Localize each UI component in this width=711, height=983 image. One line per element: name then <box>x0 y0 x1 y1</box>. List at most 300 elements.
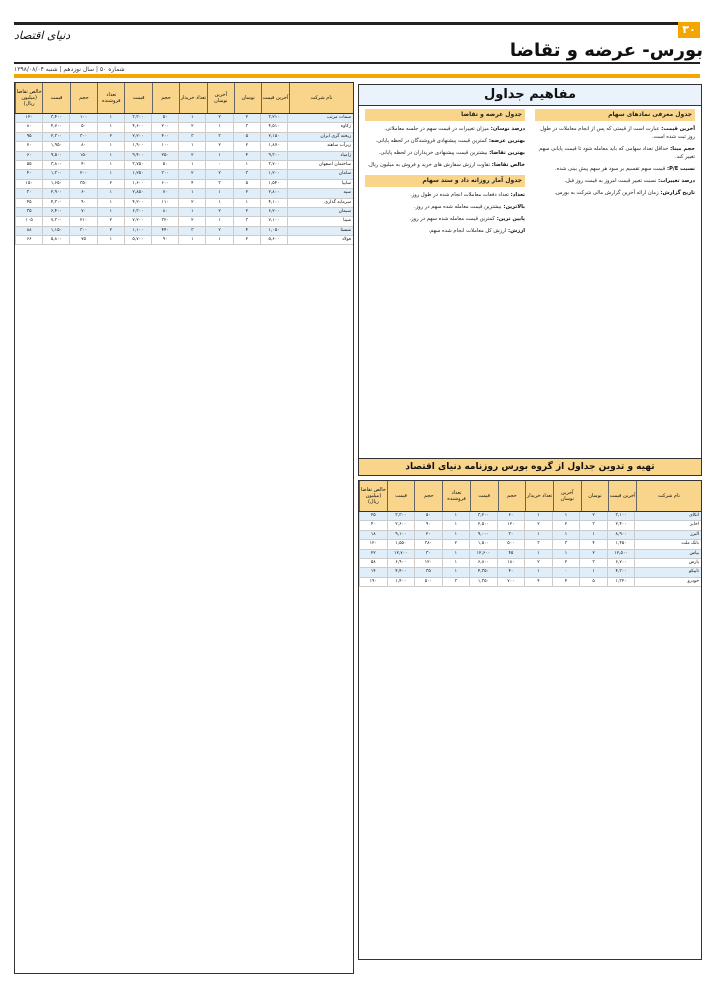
table-cell: ۳۲۰ <box>151 217 178 225</box>
table-cell: ۱ <box>442 531 470 539</box>
table-cell: ۲۰۰ <box>69 170 96 178</box>
table-cell: ۲ <box>233 208 260 216</box>
table-cell: ۱ <box>552 512 580 520</box>
table-cell: ۳ <box>233 170 260 178</box>
table-cell: ۲ <box>97 227 124 235</box>
table-cell: ۳۰۰ <box>69 133 96 141</box>
table-cell: ۴۵ <box>497 550 525 558</box>
table-cell: ۱ <box>97 114 124 122</box>
table-cell: ۱,۹۰۰ <box>124 142 151 150</box>
table-cell: ۵۰ <box>69 123 96 131</box>
table-cell: ۲ <box>178 152 205 160</box>
table-cell: ۲ <box>205 227 232 235</box>
table-row <box>15 227 353 236</box>
table-cell: ۲ <box>97 133 124 141</box>
col-sell-count: تعداد فروشنده <box>97 83 124 113</box>
table-cell: ۱۲۰ <box>15 114 42 122</box>
table-cell: ۱۰۰ <box>69 114 96 122</box>
table-cell: ۱,۳۵۰ <box>469 578 497 586</box>
company-name: ریخته گری ایران <box>287 133 353 141</box>
table-cell: ۸۰ <box>69 142 96 150</box>
concept-term: خالص تقاضا: <box>490 162 525 168</box>
col-change: نوسان <box>234 83 261 113</box>
company-name: پارس <box>634 559 701 567</box>
table-cell: ۱ <box>97 152 124 160</box>
table-cell: ۰ <box>552 568 580 576</box>
table-cell: ۱۲,۷۰۰ <box>387 550 415 558</box>
col-final: آخرین نوسان <box>207 83 234 113</box>
col-last-price: آخرین قیمت <box>608 481 636 511</box>
company-name: سرمایه گذاری <box>287 199 353 207</box>
concept-item <box>365 125 525 133</box>
company-name: اتکای <box>634 512 701 520</box>
table-cell: ۸۸ <box>15 227 42 235</box>
table-cell: ۲,۳۰۰ <box>42 133 69 141</box>
concepts-box <box>358 84 702 476</box>
table-cell: ۱۸۰ <box>497 559 525 567</box>
table-cell: ۸,۹۰۰ <box>607 531 635 539</box>
table-cell: ۱ <box>579 568 607 576</box>
col-net: خالص تقاضا (میلیون ریال) <box>359 481 387 511</box>
table-cell: ۷,۲۰۰ <box>124 217 151 225</box>
table-row <box>15 180 353 189</box>
table-cell: ۱ <box>178 142 205 150</box>
table-cell: ۲,۲۰۰ <box>124 133 151 141</box>
table-row <box>359 578 701 587</box>
company-name: بپاس <box>634 550 701 558</box>
table-cell: ۳۵۰ <box>69 180 96 188</box>
col-sell-count: تعداد فروشنده <box>442 481 470 511</box>
col-sell-volume: حجم <box>70 83 97 113</box>
table-row <box>15 189 353 198</box>
table-cell: ۳۰ <box>497 531 525 539</box>
table-cell: ۱ <box>205 236 232 244</box>
company-name: بانک ملت <box>634 540 701 548</box>
right-supply-demand-table <box>358 480 702 960</box>
table-cell: ۱ <box>524 550 552 558</box>
company-name: اخابر <box>634 521 701 529</box>
table-cell: ۱ <box>97 123 124 131</box>
left-supply-demand-table <box>14 82 354 974</box>
table-cell: ۱,۶۰۰ <box>124 180 151 188</box>
table-cell: ۴,۴۰۰ <box>387 568 415 576</box>
table-row <box>359 559 701 568</box>
concept-desc: میزان تغییرات در قیمت سهم در جلسه معاملاتی. <box>384 126 489 132</box>
table-cell: ۴۰ <box>359 521 387 529</box>
table-cell: ۲,۸۵۰ <box>124 189 151 197</box>
table-row <box>15 123 353 132</box>
table-cell: ۳ <box>178 227 205 235</box>
concept-term: بهترین تقاضا: <box>487 150 525 156</box>
table-cell: ۲ <box>178 217 205 225</box>
table-cell: ۱ <box>442 550 470 558</box>
table-row <box>15 152 353 161</box>
table-cell: ۱ <box>205 123 232 131</box>
table-cell: ۶۰ <box>69 189 96 197</box>
col2-sub-heading: جدول آمار روزانه داد و ستد سهام <box>365 175 525 187</box>
table-cell: ۱ <box>442 568 470 576</box>
table-cell: ۱,۲۵۰ <box>124 170 151 178</box>
table-cell: ۵۰۰ <box>414 578 442 586</box>
col-buy-price: قیمت <box>124 83 151 113</box>
table-cell: ۳,۸۰۰ <box>42 161 69 169</box>
table-cell: ۲,۴۰۰ <box>607 521 635 529</box>
concept-term: آخرین قیمت: <box>659 126 695 132</box>
table-cell: ۱ <box>97 161 124 169</box>
left-table-rows <box>15 114 353 245</box>
concept-term: تاریخ گزارش: <box>658 190 695 196</box>
table-cell: ۱۵۰ <box>69 152 96 160</box>
company-name: سامان <box>287 170 353 178</box>
table-cell: ۳۵ <box>414 568 442 576</box>
table-cell: ۴,۱۰۰ <box>260 199 287 207</box>
table-cell: ۴۰ <box>497 568 525 576</box>
concept-term: حجم مبنا: <box>668 146 695 152</box>
concept-term: بالاترین: <box>501 204 525 210</box>
concept-desc: بیشترین قیمت معامله شده سهم در روز. <box>413 204 502 210</box>
table-cell: ۳,۱۰۰ <box>607 512 635 520</box>
table-row <box>15 133 353 142</box>
concept-term: تعداد: <box>508 192 525 198</box>
table-cell: ۴,۲۰۰ <box>124 199 151 207</box>
table-cell: ۵۰۰ <box>497 540 525 548</box>
table-cell: ۴,۶۰۰ <box>124 123 151 131</box>
table-cell: ۳ <box>524 540 552 548</box>
table-cell: ۵,۶۰۰ <box>260 236 287 244</box>
table-cell: ۱ <box>233 161 260 169</box>
table-cell: ۲۵ <box>359 512 387 520</box>
table-cell: ۱ <box>205 199 232 207</box>
table-row <box>359 521 701 530</box>
table-cell: ۴۰ <box>69 161 96 169</box>
company-name: خودرو <box>634 578 701 586</box>
table-cell: ۹,۳۰۰ <box>260 152 287 160</box>
table-cell: ۳,۲۱۰ <box>260 114 287 122</box>
table-cell: ۱ <box>97 199 124 207</box>
company-name: تاپیکو <box>634 568 701 576</box>
table-row <box>15 142 353 151</box>
table-cell: ۶,۷۰۰ <box>607 559 635 567</box>
table-cell: ۳,۲۰۰ <box>469 512 497 520</box>
table-cell: ۶,۸۰۰ <box>469 559 497 567</box>
table-cell: ۲ <box>97 180 124 188</box>
col-net: خالص تقاضا (میلیون ریال) <box>15 83 42 113</box>
concept-item <box>365 203 525 211</box>
table-cell: ۶۰۰ <box>151 180 178 188</box>
concept-desc: تفاوت ارزش سفارش های خرید و فروش به میلیون ریال. <box>367 162 490 168</box>
table-cell: ۴ <box>233 152 260 160</box>
col-sell-volume: حجم <box>414 481 442 511</box>
table-cell: ۴,۳۰۰ <box>42 199 69 207</box>
col-last-price: آخرین قیمت <box>261 83 288 113</box>
concept-item <box>535 189 695 197</box>
table-cell: ۱ <box>442 512 470 520</box>
table-cell: ۲۱۰ <box>69 217 96 225</box>
col1-items <box>535 125 695 197</box>
table-cell: ۱,۵۰۰ <box>469 540 497 548</box>
table-cell: ۴۴۰ <box>151 227 178 235</box>
concept-item <box>365 137 525 145</box>
company-name: فولاد <box>287 236 353 244</box>
table-cell: ۱۵۰ <box>15 180 42 188</box>
table-cell: ۴۰ <box>15 170 42 178</box>
table-cell: ۲ <box>552 521 580 529</box>
table-cell: ۴۵ <box>15 199 42 207</box>
table-cell: ۳,۴۰۰ <box>42 114 69 122</box>
table-cell: ۱ <box>442 559 470 567</box>
concept-desc: قیمت سهم تقسیم بر سود هر سهم پیش بینی شده. <box>554 166 666 172</box>
table-cell: ۴ <box>178 180 205 188</box>
table-row <box>15 236 353 245</box>
table-cell: ۴ <box>233 227 260 235</box>
table-cell: ۳ <box>205 133 232 141</box>
table-cell: ۱ <box>97 208 124 216</box>
concept-desc: بیشترین قیمت پیشنهادی خریداران در لحظه پایانی. <box>378 150 488 156</box>
table-cell: ۱,۸۷۰ <box>260 142 287 150</box>
table-row <box>359 540 701 549</box>
table-cell: ۶,۲۰۰ <box>260 208 287 216</box>
table-cell: ۱۱۰ <box>151 199 178 207</box>
concept-term: درصد نوسان: <box>488 126 525 132</box>
table-cell: ۸۰ <box>151 208 178 216</box>
table-cell: ۲ <box>233 142 260 150</box>
table-cell: ۹,۵۰۰ <box>42 152 69 160</box>
page-number: ۳۰ <box>678 22 700 38</box>
concepts-footer: تهیه و تدوین جداول از گروه بورس روزنامه دنیای اقتصاد <box>358 458 702 476</box>
table-cell: ۱,۱۰۰ <box>124 227 151 235</box>
table-cell: ۶۰ <box>15 152 42 160</box>
table-cell: ۱ <box>178 208 205 216</box>
table-cell: ۱ <box>233 199 260 207</box>
concept-desc: کمترین قیمت پیشنهادی فروشندگان در لحظه پایانی. <box>375 138 488 144</box>
table-row <box>15 170 353 179</box>
table-cell: ۳ <box>579 521 607 529</box>
table-cell: ۰ <box>205 161 232 169</box>
company-name: سیمان <box>287 208 353 216</box>
table-cell: ۳۵ <box>15 208 42 216</box>
table-cell: ۵۰ <box>414 512 442 520</box>
table-cell: ۳۰ <box>414 550 442 558</box>
table-cell: ۱۰۵ <box>15 217 42 225</box>
table-cell: ۳,۳۰۰ <box>124 114 151 122</box>
table-cell: ۱,۲۰۰ <box>260 170 287 178</box>
table-cell: ۳ <box>552 540 580 548</box>
table-cell: ۲ <box>442 540 470 548</box>
right-table-rows <box>359 512 701 587</box>
table-cell: ۵,۸۰۰ <box>42 236 69 244</box>
table-cell: ۸۰ <box>15 123 42 131</box>
title-rule <box>14 62 700 64</box>
table-cell: ۱,۵۴۰ <box>260 180 287 188</box>
table-cell: ۱ <box>524 531 552 539</box>
concept-term: پایین ترین: <box>494 216 525 222</box>
table-cell: ۱ <box>442 521 470 529</box>
table-cell: ۹۰ <box>414 521 442 529</box>
table-cell: ۴ <box>552 578 580 586</box>
concepts-col-2 <box>365 109 525 239</box>
table-cell: ۱,۴۰۰ <box>387 578 415 586</box>
company-name: شپنا <box>287 217 353 225</box>
table-cell: ۱ <box>97 189 124 197</box>
table-cell: ۱۲,۵۰۰ <box>607 550 635 558</box>
table-cell: ۲ <box>178 170 205 178</box>
table-cell: ۵۰ <box>151 161 178 169</box>
table-cell: ۳۰۰ <box>151 170 178 178</box>
table-cell: ۱,۰۵۰ <box>260 227 287 235</box>
concepts-col-1 <box>535 109 695 201</box>
company-name: شستا <box>287 227 353 235</box>
table-cell: ۱ <box>552 550 580 558</box>
col-buy-price: قیمت <box>470 481 498 511</box>
table-cell: ۱ <box>205 152 232 160</box>
table-cell: ۵ <box>233 180 260 188</box>
concept-item <box>535 177 695 185</box>
table-cell: ۱۴ <box>359 568 387 576</box>
table-cell: ۲,۱۵۰ <box>260 133 287 141</box>
table-cell: ۱۹۰ <box>359 578 387 586</box>
table-cell: ۵۸ <box>359 559 387 567</box>
col-buy-count: تعداد خریدار <box>525 481 553 511</box>
table-cell: ۳ <box>579 559 607 567</box>
table-cell: ۱ <box>97 170 124 178</box>
table-row <box>359 512 701 521</box>
concept-item <box>365 161 525 169</box>
table-cell: ۵,۷۰۰ <box>124 236 151 244</box>
table-cell: ۲ <box>579 550 607 558</box>
table-cell: ۱ <box>97 142 124 150</box>
col2-sub-items <box>365 191 525 235</box>
table-cell: ۱ <box>205 189 232 197</box>
table-cell: ۳۰۰ <box>69 227 96 235</box>
concept-item <box>535 125 695 141</box>
table-cell: ۱۰۰ <box>151 142 178 150</box>
concept-item <box>535 145 695 161</box>
col-buy-volume: حجم <box>498 481 526 511</box>
concept-desc: ارزش کل معاملات انجام شده سهم. <box>428 228 507 234</box>
table-cell: ۲ <box>579 512 607 520</box>
concept-desc: تعداد دفعات معاملات انجام شده در طول روز. <box>410 192 509 198</box>
table-cell: ۲ <box>97 217 124 225</box>
concept-item <box>365 191 525 199</box>
table-cell: ۳,۷۵۰ <box>124 161 151 169</box>
table-cell: ۱ <box>178 114 205 122</box>
table-cell: ۱۲,۶۰۰ <box>469 550 497 558</box>
table-cell: ۶۶ <box>15 236 42 244</box>
table-cell: ۲,۶۰۰ <box>387 521 415 529</box>
table-cell: ۹,۴۰۰ <box>124 152 151 160</box>
table-cell: ۷۰ <box>15 142 42 150</box>
table-row <box>359 550 701 559</box>
table-cell: ۱ <box>178 189 205 197</box>
orange-divider <box>14 74 700 78</box>
col-final: آخرین نوسان <box>553 481 581 511</box>
col-change: نوسان <box>581 481 609 511</box>
col1-heading: جدول معرفی نمادهای سهام <box>535 109 695 121</box>
table-row <box>15 199 353 208</box>
company-name: سپه <box>287 189 353 197</box>
table-cell: ۲۵۰ <box>151 152 178 160</box>
table-row <box>359 531 701 540</box>
table-row <box>15 217 353 226</box>
concept-desc: عبارت است از قیمتی که پس از انجام معاملات در طول روز ثبت شده است. <box>540 126 695 140</box>
table-cell: ۱۸ <box>359 531 387 539</box>
table-cell: ۱ <box>97 236 124 244</box>
table-cell: ۳۰ <box>15 189 42 197</box>
table-header <box>359 481 701 512</box>
concept-desc: کمترین قیمت معامله شده سهم در روز. <box>409 216 495 222</box>
col-sell-price: قیمت <box>387 481 415 511</box>
table-cell: ۹۰ <box>151 236 178 244</box>
table-cell: ۱,۶۵۰ <box>42 180 69 188</box>
table-cell: ۳ <box>178 133 205 141</box>
table-cell: ۷,۳۰۰ <box>42 217 69 225</box>
concept-term: نسبت P/E: <box>665 166 695 172</box>
table-cell: ۴,۷۰۰ <box>42 123 69 131</box>
table-row <box>15 114 353 123</box>
table-cell: ۲ <box>524 521 552 529</box>
table-cell: ۷۵ <box>69 236 96 244</box>
table-cell: ۱۲۰ <box>497 521 525 529</box>
concept-desc: حداقل تعداد سهامی که باید معامله شود تا قیمت پایانی سهم تغییر کند. <box>539 146 695 160</box>
company-name: زکاوه <box>287 123 353 131</box>
company-name: زیرآب ساهتد <box>287 142 353 150</box>
col-name: نام شرکت <box>289 83 353 113</box>
table-cell: ۱ <box>552 531 580 539</box>
table-cell: ۲ <box>205 142 232 150</box>
table-cell: ۵۰ <box>151 114 178 122</box>
table-cell: ۳ <box>205 180 232 188</box>
table-cell: ۹۵ <box>15 133 42 141</box>
table-cell: ۷۰ <box>69 208 96 216</box>
table-cell: ۱۲۰ <box>414 559 442 567</box>
table-cell: ۱ <box>178 236 205 244</box>
table-cell: ۲ <box>233 189 260 197</box>
table-cell: ۴ <box>579 540 607 548</box>
table-cell: ۴,۵۱۰ <box>260 123 287 131</box>
col2-items <box>365 125 525 169</box>
table-cell: ۲ <box>233 236 260 244</box>
company-name: البرز <box>634 531 701 539</box>
table-cell: ۲,۸۰۰ <box>260 189 287 197</box>
col-buy-volume: حجم <box>152 83 179 113</box>
table-cell: ۲۰۰ <box>151 123 178 131</box>
col-buy-count: تعداد خریدار <box>179 83 206 113</box>
table-cell: ۱,۵۵۰ <box>387 540 415 548</box>
table-cell: ۱,۱۵۰ <box>42 227 69 235</box>
table-cell: ۳,۳۰۰ <box>387 512 415 520</box>
company-name: زامیاد <box>287 152 353 160</box>
concepts-title: مفاهیم جداول <box>359 85 701 106</box>
table-cell: ۵ <box>233 133 260 141</box>
table-cell: ۶۰ <box>497 512 525 520</box>
table-row <box>15 208 353 217</box>
table-cell: ۲۰ <box>414 531 442 539</box>
company-name: سایپا <box>287 180 353 188</box>
table-cell: ۳ <box>233 123 260 131</box>
concept-item <box>365 227 525 235</box>
table-cell: ۱,۴۵۰ <box>607 540 635 548</box>
table-cell: ۱۲۰ <box>359 540 387 548</box>
table-cell: ۱ <box>205 217 232 225</box>
table-cell: ۱,۳۲۰ <box>607 578 635 586</box>
table-row <box>359 568 701 577</box>
table-cell: ۱ <box>524 512 552 520</box>
table-cell: ۹,۰۰۰ <box>469 531 497 539</box>
table-cell: ۹۰ <box>69 199 96 207</box>
table-cell: ۳ <box>233 217 260 225</box>
table-cell: ۱ <box>579 531 607 539</box>
col-sell-price: قیمت <box>42 83 69 113</box>
